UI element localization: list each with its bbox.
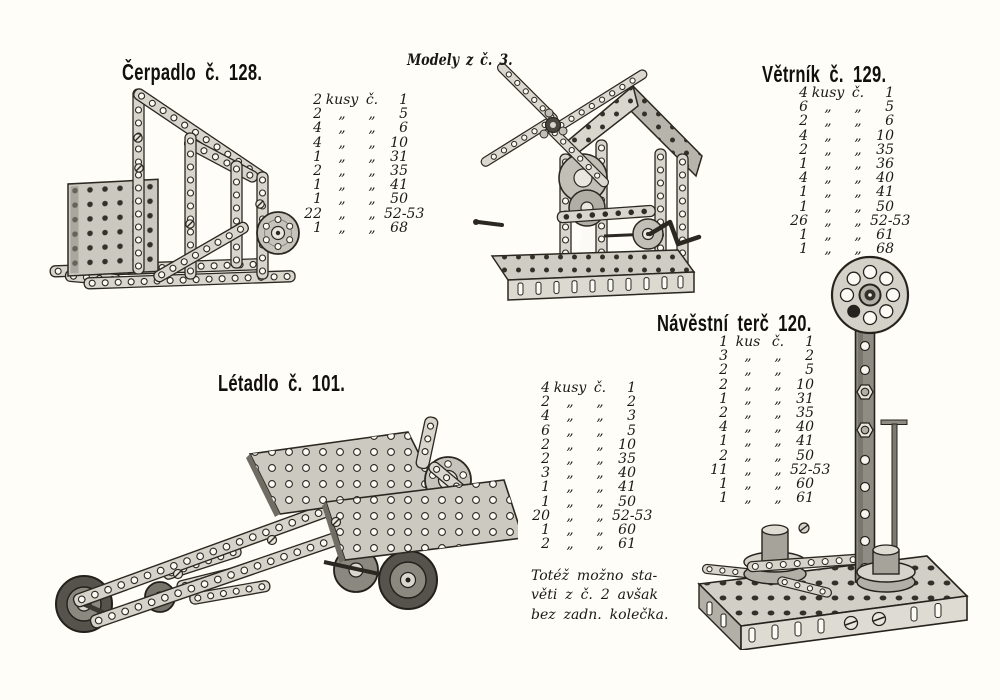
parts-number-label: „ xyxy=(368,162,376,179)
parts-row xyxy=(524,523,652,537)
model-title-navestni: Návěstní terč 120. xyxy=(657,310,812,337)
parts-part-number: 31 xyxy=(390,148,408,165)
parts-qty: 1 xyxy=(719,433,728,450)
parts-unit: „ xyxy=(744,490,752,507)
parts-unit: „ xyxy=(744,475,752,492)
parts-row xyxy=(782,242,910,256)
parts-number-label: „ xyxy=(596,521,604,538)
parts-row xyxy=(702,449,830,463)
parts-qty: 1 xyxy=(799,198,808,215)
parts-unit: „ xyxy=(566,422,574,439)
parts-qty: 4 xyxy=(799,127,808,144)
parts-part-number: 40 xyxy=(796,419,814,436)
parts-number-label: „ xyxy=(368,177,376,194)
parts-number-label: „ xyxy=(774,475,782,492)
parts-number-label: „ xyxy=(596,493,604,510)
parts-row xyxy=(702,392,830,406)
parts-row xyxy=(524,466,652,480)
parts-number-label: „ xyxy=(854,226,862,243)
parts-number-label: „ xyxy=(774,390,782,407)
parts-number-label: „ xyxy=(774,362,782,379)
parts-unit: „ xyxy=(744,433,752,450)
parts-unit: „ xyxy=(744,461,752,478)
parts-qty: 1 xyxy=(799,184,808,201)
parts-qty: 2 xyxy=(541,394,550,411)
parts-row xyxy=(782,100,910,114)
parts-number-label: „ xyxy=(596,536,604,553)
parts-number-label: „ xyxy=(774,376,782,393)
parts-row xyxy=(782,185,910,199)
parts-unit: „ xyxy=(338,219,346,236)
parts-qty: 2 xyxy=(719,404,728,421)
parts-part-number: 31 xyxy=(796,390,814,407)
parts-number-label: „ xyxy=(854,127,862,144)
parts-list-cerpadlo xyxy=(296,93,424,235)
parts-part-number: 35 xyxy=(390,162,408,179)
parts-row xyxy=(296,192,424,206)
parts-qty: 2 xyxy=(313,92,322,108)
parts-number-label: „ xyxy=(774,348,782,365)
parts-number-label: „ xyxy=(774,461,782,478)
parts-row xyxy=(702,335,830,349)
parts-part-number: 5 xyxy=(627,422,636,439)
parts-part-number: 40 xyxy=(876,170,894,187)
parts-qty: 1 xyxy=(541,493,550,510)
parts-part-number: 50 xyxy=(876,198,894,215)
parts-unit: „ xyxy=(744,362,752,379)
parts-qty: 4 xyxy=(313,134,322,151)
parts-number-label: „ xyxy=(596,465,604,482)
parts-qty: 4 xyxy=(719,419,728,436)
parts-qty: 20 xyxy=(532,507,550,524)
parts-unit: „ xyxy=(338,148,346,165)
parts-row xyxy=(296,121,424,135)
parts-part-number: 41 xyxy=(618,479,636,496)
parts-part-number: 40 xyxy=(618,465,636,482)
parts-unit: „ xyxy=(824,184,832,201)
parts-unit: „ xyxy=(824,155,832,172)
parts-number-label: „ xyxy=(774,447,782,464)
parts-qty: 2 xyxy=(719,376,728,393)
parts-qty: 1 xyxy=(799,155,808,172)
parts-number-label: „ xyxy=(854,198,862,215)
parts-part-number: 6 xyxy=(399,120,408,137)
parts-qty: 6 xyxy=(799,99,808,116)
parts-qty: 1 xyxy=(313,148,322,165)
parts-row xyxy=(702,420,830,434)
parts-row xyxy=(782,228,910,242)
cerpadlo-pump-illustration xyxy=(38,76,306,314)
parts-row xyxy=(296,178,424,192)
parts-unit: „ xyxy=(338,106,346,123)
parts-unit: „ xyxy=(338,191,346,208)
parts-part-number: 10 xyxy=(618,436,636,453)
parts-row xyxy=(702,363,830,377)
parts-row xyxy=(782,114,910,128)
parts-unit: kusy xyxy=(553,380,587,396)
parts-qty: 3 xyxy=(719,348,728,365)
parts-unit: „ xyxy=(824,226,832,243)
parts-number-label: č. xyxy=(851,85,865,101)
parts-qty: 2 xyxy=(541,536,550,553)
parts-row xyxy=(702,463,830,477)
parts-qty: 1 xyxy=(541,479,550,496)
parts-number-label: „ xyxy=(596,479,604,496)
parts-row xyxy=(782,129,910,143)
pump-wheel xyxy=(257,212,299,254)
parts-unit: kus xyxy=(735,334,761,350)
parts-unit: „ xyxy=(744,447,752,464)
parts-number-label: „ xyxy=(854,184,862,201)
parts-part-number: 41 xyxy=(390,177,408,194)
parts-part-number: 6 xyxy=(885,113,894,130)
parts-part-number: 10 xyxy=(390,134,408,151)
parts-row xyxy=(296,136,424,150)
parts-part-number: 61 xyxy=(796,490,814,507)
parts-qty: 1 xyxy=(313,219,322,236)
parts-unit: „ xyxy=(824,141,832,158)
parts-qty: 6 xyxy=(541,422,550,439)
parts-number-label: „ xyxy=(774,419,782,436)
parts-number-label: „ xyxy=(854,170,862,187)
parts-part-number: 1 xyxy=(399,92,408,108)
parts-list-vetrnik xyxy=(782,86,910,256)
parts-part-number: 41 xyxy=(796,433,814,450)
parts-qty: 2 xyxy=(799,113,808,130)
parts-unit: „ xyxy=(566,465,574,482)
parts-row xyxy=(782,200,910,214)
parts-number-label: „ xyxy=(368,120,376,137)
parts-row xyxy=(524,509,652,523)
parts-part-number: 50 xyxy=(390,191,408,208)
parts-qty: 2 xyxy=(541,450,550,467)
parts-part-number: 2 xyxy=(627,394,636,411)
parts-part-number: 10 xyxy=(796,376,814,393)
parts-part-number: 5 xyxy=(805,362,814,379)
parts-unit: kusy xyxy=(325,92,359,108)
parts-part-number: 35 xyxy=(618,450,636,467)
parts-row xyxy=(524,381,652,395)
parts-row xyxy=(296,221,424,235)
parts-unit: „ xyxy=(338,134,346,151)
parts-part-number: 60 xyxy=(618,521,636,538)
parts-row xyxy=(782,143,910,157)
parts-number-label: „ xyxy=(596,394,604,411)
parts-row xyxy=(782,86,910,100)
vetrnik-windmill-illustration xyxy=(456,56,708,308)
parts-unit: „ xyxy=(744,390,752,407)
parts-number-label: č. xyxy=(771,334,785,350)
parts-unit: „ xyxy=(824,127,832,144)
parts-qty: 1 xyxy=(541,521,550,538)
parts-row xyxy=(524,409,652,423)
parts-unit: „ xyxy=(338,205,346,222)
model-title-cerpadlo: Čerpadlo č. 128. xyxy=(122,59,263,86)
parts-part-number: 1 xyxy=(627,380,636,396)
parts-unit: „ xyxy=(566,394,574,411)
note-line: bez zadn. kolečka. xyxy=(531,606,669,623)
parts-row xyxy=(782,157,910,171)
parts-part-number: 61 xyxy=(876,226,894,243)
parts-part-number: 1 xyxy=(805,334,814,350)
parts-number-label: č. xyxy=(593,380,607,396)
parts-unit: „ xyxy=(824,241,832,258)
parts-number-label: „ xyxy=(596,436,604,453)
parts-list-navestni xyxy=(702,335,830,505)
parts-row xyxy=(296,164,424,178)
parts-unit: „ xyxy=(566,436,574,453)
parts-qty: 1 xyxy=(719,490,728,507)
parts-qty: 11 xyxy=(710,461,728,478)
parts-part-number: 50 xyxy=(796,447,814,464)
parts-row xyxy=(524,537,652,551)
parts-row xyxy=(296,107,424,121)
parts-part-number: 68 xyxy=(876,241,894,258)
parts-unit: „ xyxy=(566,450,574,467)
parts-qty: 2 xyxy=(313,106,322,123)
parts-row xyxy=(524,424,652,438)
parts-part-number: 50 xyxy=(618,493,636,510)
parts-qty: 4 xyxy=(799,170,808,187)
parts-unit: „ xyxy=(566,521,574,538)
parts-number-label: „ xyxy=(368,134,376,151)
parts-unit: „ xyxy=(824,113,832,130)
page-series-label: Modely z č. 3. xyxy=(407,50,513,69)
parts-qty: 1 xyxy=(719,334,728,350)
parts-number-label: „ xyxy=(596,450,604,467)
parts-qty: 4 xyxy=(541,380,550,396)
parts-row xyxy=(782,171,910,185)
parts-number-label: „ xyxy=(368,205,376,222)
parts-number-label: „ xyxy=(854,113,862,130)
parts-unit: „ xyxy=(566,493,574,510)
parts-row xyxy=(296,207,424,221)
parts-list-letadlo xyxy=(524,381,652,551)
parts-part-number: 41 xyxy=(876,184,894,201)
parts-row xyxy=(296,93,424,107)
parts-qty: 26 xyxy=(790,212,808,229)
parts-unit: kusy xyxy=(811,85,845,101)
parts-part-number: 52-53 xyxy=(384,205,425,222)
parts-number-label: „ xyxy=(368,148,376,165)
parts-number-label: „ xyxy=(854,155,862,172)
parts-qty: 4 xyxy=(541,408,550,425)
parts-qty: 1 xyxy=(313,191,322,208)
parts-row xyxy=(524,495,652,509)
parts-unit: „ xyxy=(824,212,832,229)
parts-number-label: č. xyxy=(365,92,379,108)
parts-unit: „ xyxy=(744,376,752,393)
parts-qty: 2 xyxy=(799,141,808,158)
parts-row xyxy=(702,477,830,491)
parts-number-label: „ xyxy=(596,507,604,524)
parts-unit: „ xyxy=(338,177,346,194)
letadlo-airplane-illustration xyxy=(26,412,518,668)
model-title-vetrnik: Větrník č. 129. xyxy=(762,61,887,88)
model-title-letadlo: Létadlo č. 101. xyxy=(218,370,346,397)
parts-unit: „ xyxy=(744,348,752,365)
parts-number-label: „ xyxy=(854,99,862,116)
note-line: Totéž možno sta- xyxy=(531,568,658,584)
note-line: věti z č. 2 avšak xyxy=(531,587,658,604)
parts-unit: „ xyxy=(566,536,574,553)
parts-part-number: 35 xyxy=(796,404,814,421)
signal-disc xyxy=(832,257,908,333)
parts-number-label: „ xyxy=(368,106,376,123)
parts-unit: „ xyxy=(338,120,346,137)
parts-row xyxy=(702,491,830,505)
parts-qty: 1 xyxy=(313,177,322,194)
parts-number-label: „ xyxy=(368,191,376,208)
parts-unit: „ xyxy=(338,162,346,179)
parts-number-label: „ xyxy=(854,212,862,229)
parts-qty: 1 xyxy=(719,390,728,407)
parts-part-number: 61 xyxy=(618,536,636,553)
parts-qty: 2 xyxy=(719,447,728,464)
parts-part-number: 5 xyxy=(885,99,894,116)
parts-qty: 1 xyxy=(799,226,808,243)
parts-qty: 2 xyxy=(719,362,728,379)
parts-part-number: 68 xyxy=(390,219,408,236)
parts-row xyxy=(782,214,910,228)
windmill-base-plate xyxy=(492,250,694,300)
parts-unit: „ xyxy=(566,408,574,425)
parts-number-label: „ xyxy=(774,433,782,450)
parts-unit: „ xyxy=(566,479,574,496)
parts-row xyxy=(524,452,652,466)
parts-number-label: „ xyxy=(854,241,862,258)
parts-unit: „ xyxy=(744,404,752,421)
parts-number-label: „ xyxy=(774,404,782,421)
parts-number-label: „ xyxy=(596,408,604,425)
parts-qty: 1 xyxy=(719,475,728,492)
parts-part-number: 1 xyxy=(885,85,894,101)
parts-part-number: 3 xyxy=(627,408,636,425)
parts-number-label: „ xyxy=(854,141,862,158)
parts-part-number: 60 xyxy=(796,475,814,492)
parts-unit: „ xyxy=(744,419,752,436)
parts-qty: 4 xyxy=(799,85,808,101)
parts-qty: 2 xyxy=(313,162,322,179)
parts-unit: „ xyxy=(824,198,832,215)
parts-number-label: „ xyxy=(774,490,782,507)
parts-row xyxy=(524,438,652,452)
parts-unit: „ xyxy=(824,99,832,116)
parts-number-label: „ xyxy=(368,219,376,236)
parts-row xyxy=(296,150,424,164)
parts-qty: 3 xyxy=(541,465,550,482)
parts-part-number: 52-53 xyxy=(870,212,911,229)
parts-unit: „ xyxy=(824,170,832,187)
parts-row xyxy=(524,395,652,409)
signal-mast xyxy=(856,330,875,582)
parts-qty: 22 xyxy=(304,205,322,222)
parts-row xyxy=(702,434,830,448)
parts-row xyxy=(524,480,652,494)
parts-part-number: 36 xyxy=(876,155,894,172)
parts-part-number: 5 xyxy=(399,106,408,123)
parts-row xyxy=(702,406,830,420)
parts-qty: 4 xyxy=(313,120,322,137)
parts-part-number: 52-53 xyxy=(790,461,831,478)
parts-part-number: 52-53 xyxy=(612,507,653,524)
parts-unit: „ xyxy=(566,507,574,524)
parts-part-number: 2 xyxy=(805,348,814,365)
parts-number-label: „ xyxy=(596,422,604,439)
letadlo-note xyxy=(531,567,668,625)
parts-qty: 1 xyxy=(799,241,808,258)
parts-row xyxy=(702,349,830,363)
left-axle-stub xyxy=(473,219,502,225)
parts-qty: 2 xyxy=(541,436,550,453)
parts-part-number: 35 xyxy=(876,141,894,158)
parts-part-number: 10 xyxy=(876,127,894,144)
parts-row xyxy=(702,378,830,392)
